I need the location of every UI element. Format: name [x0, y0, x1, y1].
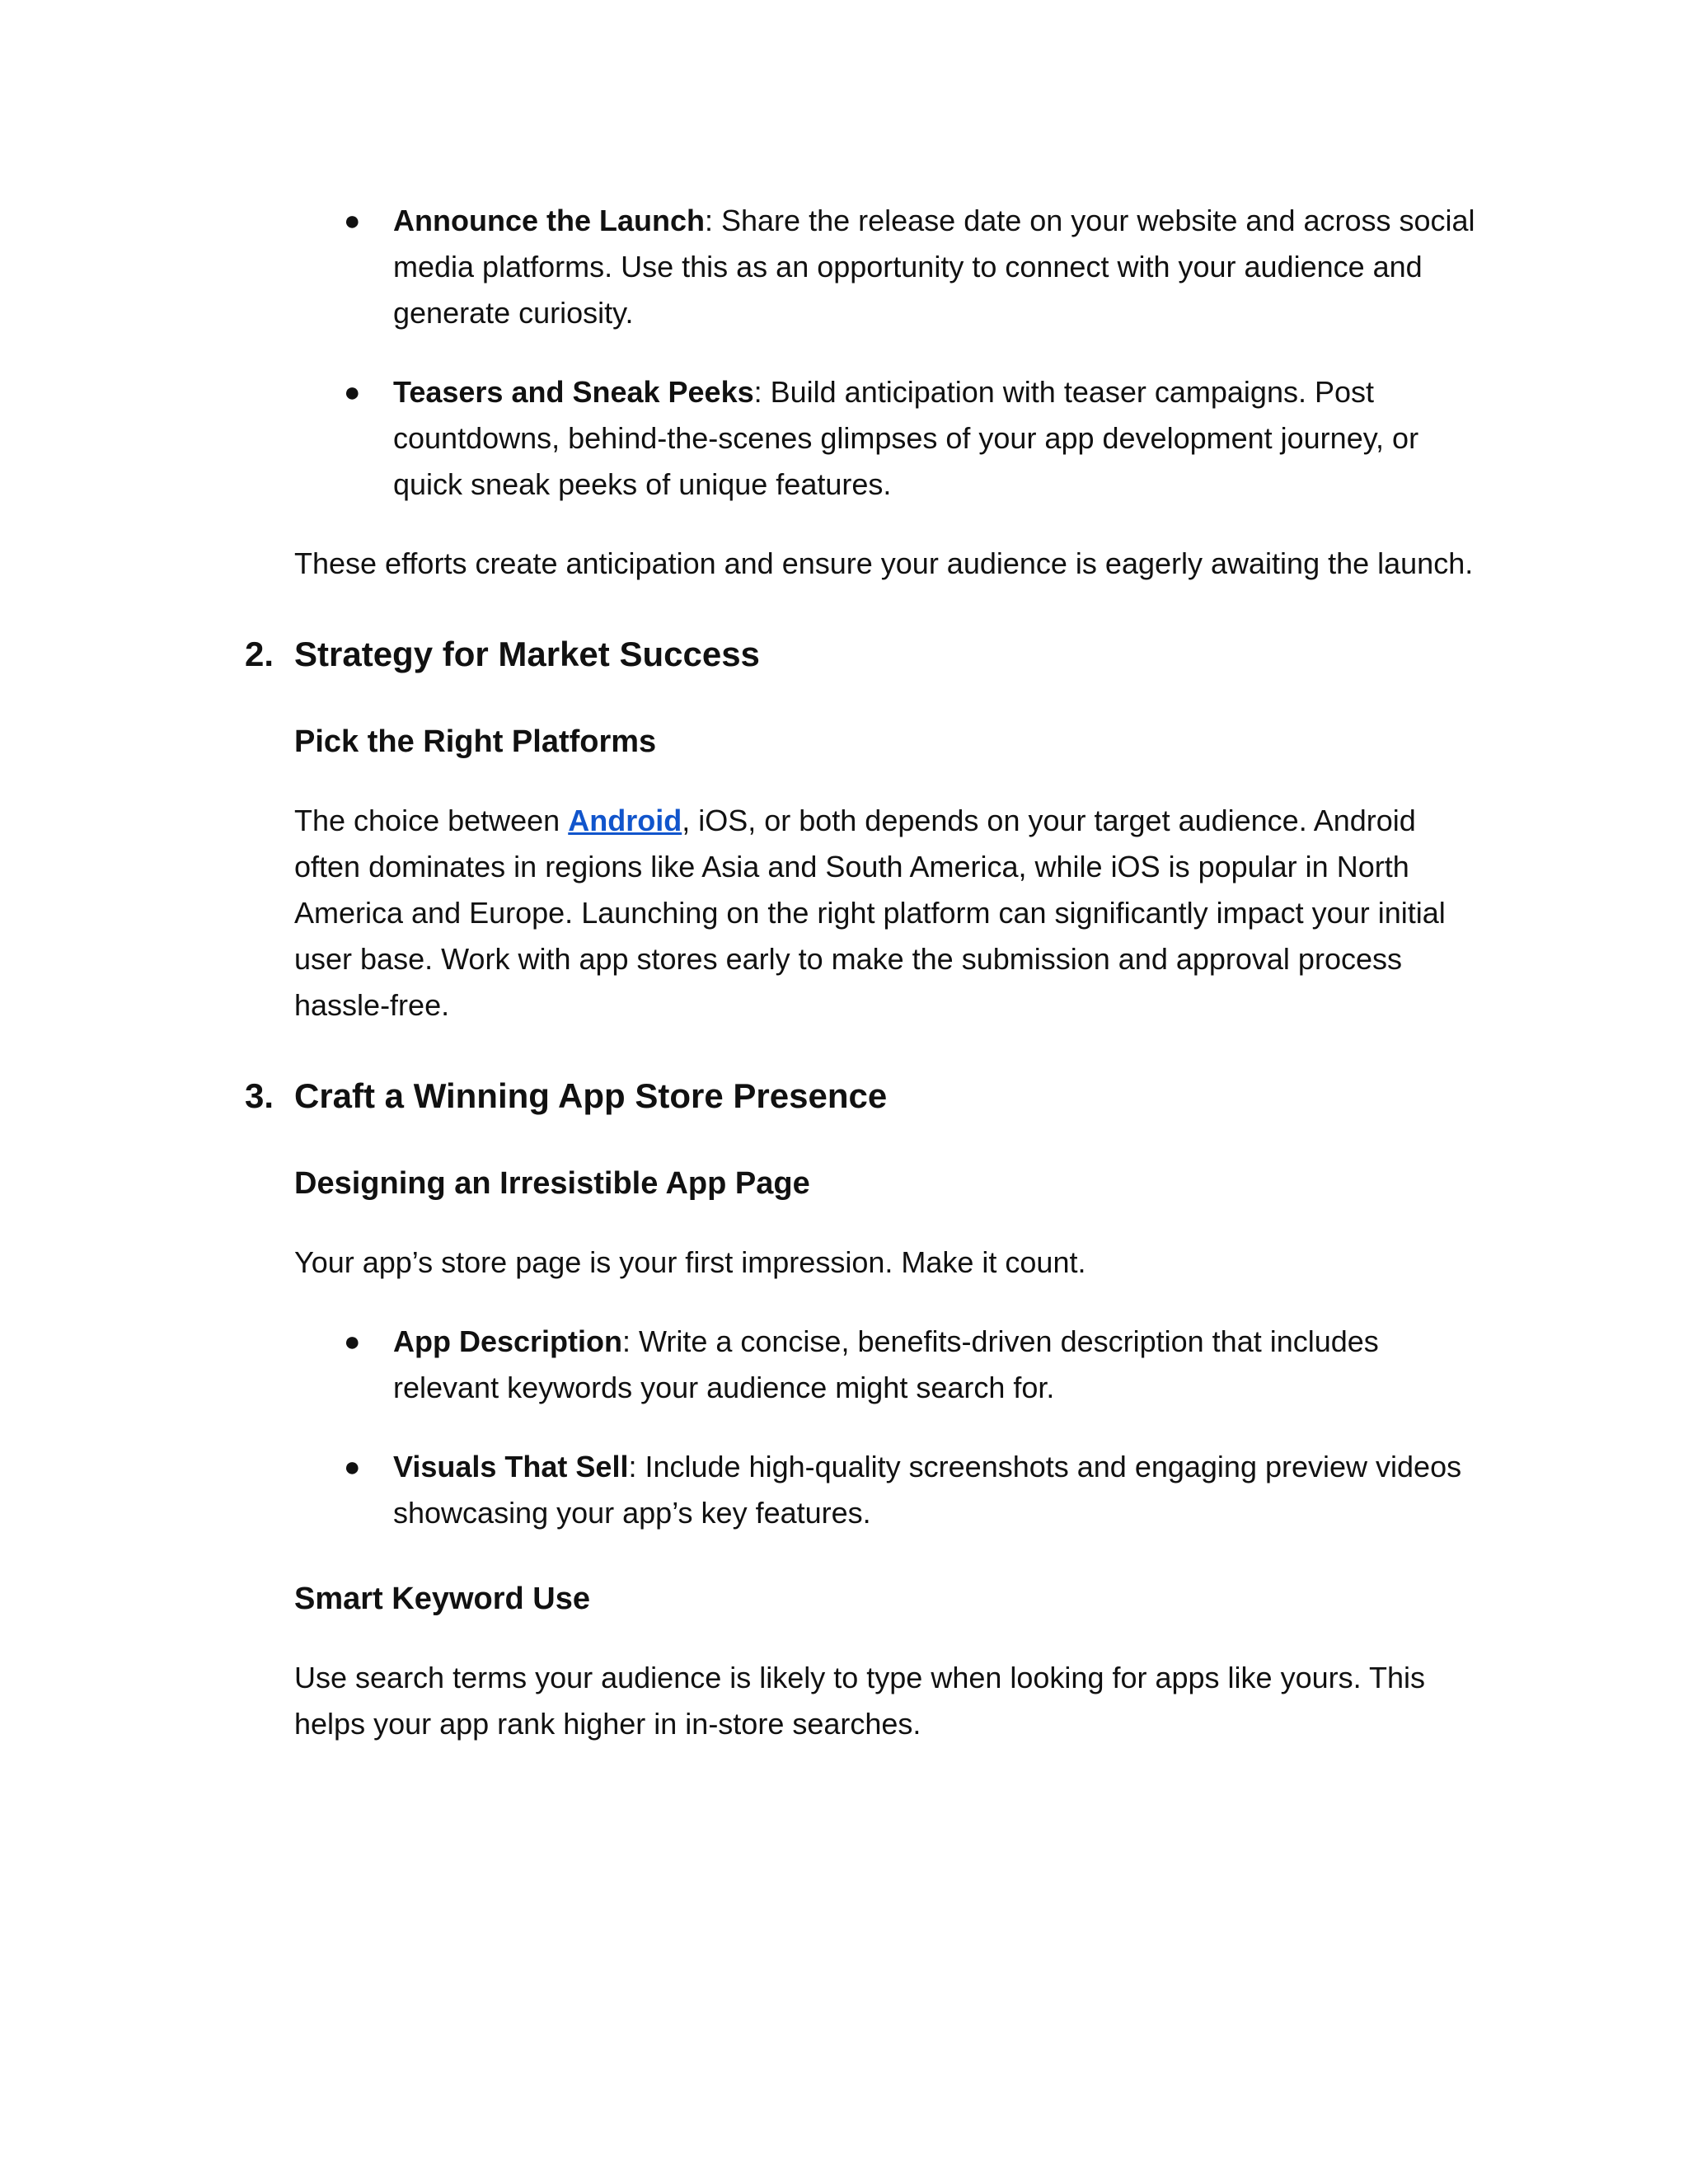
- app-page-paragraph: Your app’s store page is your first impression. Make it count.: [294, 1245, 1086, 1279]
- bullet-term: Teasers and Sneak Peeks: [393, 375, 754, 409]
- intro-conclusion: These efforts create anticipation and ensure your audience is eagerly awaiting the launch.: [294, 546, 1474, 580]
- section-title: Strategy for Market Success: [294, 635, 760, 673]
- bullet-dot-icon: ●: [344, 205, 361, 237]
- subheading-platforms: Pick the Right Platforms: [294, 724, 657, 759]
- android-link[interactable]: Android: [568, 804, 682, 837]
- app-page-bullet-list: [294, 1319, 1481, 1536]
- bullet-text: : Include high-quality screenshots and engaging preview videos showcasing your app’s key features.: [393, 1450, 1462, 1530]
- bullet-dot-icon: ●: [344, 1451, 361, 1483]
- bullet-dot-icon: ●: [344, 377, 361, 408]
- bullet-term: Visuals That Sell: [393, 1450, 629, 1483]
- subheading-app-page: Designing an Irresistible App Page: [294, 1166, 810, 1201]
- section-number: 3.: [245, 1076, 274, 1115]
- paragraph-text: , iOS, or both depends on your target audience. Android often dominates in regions like Asia and South America, while iOS is popular in North America and Europe. Launching on the right platform can significantly impact your initial user base. Work with app stores early to make the submission and approval process hassle-free.: [294, 804, 1446, 1022]
- list-item: [294, 369, 1481, 508]
- subheading-keywords: Smart Keyword Use: [294, 1582, 591, 1616]
- bullet-text: : Write a concise, benefits-driven description that includes relevant keywords your audience might search for.: [393, 1324, 1379, 1404]
- bullet-text: : Build anticipation with teaser campaigns. Post countdowns, behind-the-scenes glimpses of your app development journey, or quick sneak peeks of unique features.: [393, 375, 1419, 501]
- keywords-paragraph: Use search terms your audience is likely to type when looking for apps like yours. This helps your app rank higher in in-store searches.: [294, 1661, 1425, 1741]
- bullet-term: App Description: [393, 1324, 623, 1358]
- platforms-paragraph: [294, 798, 1481, 1029]
- bullet-term: Announce the Launch: [393, 204, 705, 237]
- section-number: 2.: [245, 635, 274, 673]
- section-heading-2: [245, 630, 1481, 679]
- list-item: [294, 1319, 1481, 1411]
- document-content: [245, 198, 1481, 1747]
- paragraph-text: The choice between: [294, 804, 569, 837]
- section-heading-3: [245, 1071, 1481, 1121]
- list-item: [294, 198, 1481, 336]
- list-item: [294, 1444, 1481, 1536]
- bullet-text: : Share the release date on your website and across social media platforms. Use this as an opportunity to connect with your audience and generate curiosity.: [393, 204, 1475, 330]
- bullet-dot-icon: ●: [344, 1326, 361, 1357]
- intro-bullet-list: [294, 198, 1481, 508]
- section-title: Craft a Winning App Store Presence: [294, 1076, 888, 1115]
